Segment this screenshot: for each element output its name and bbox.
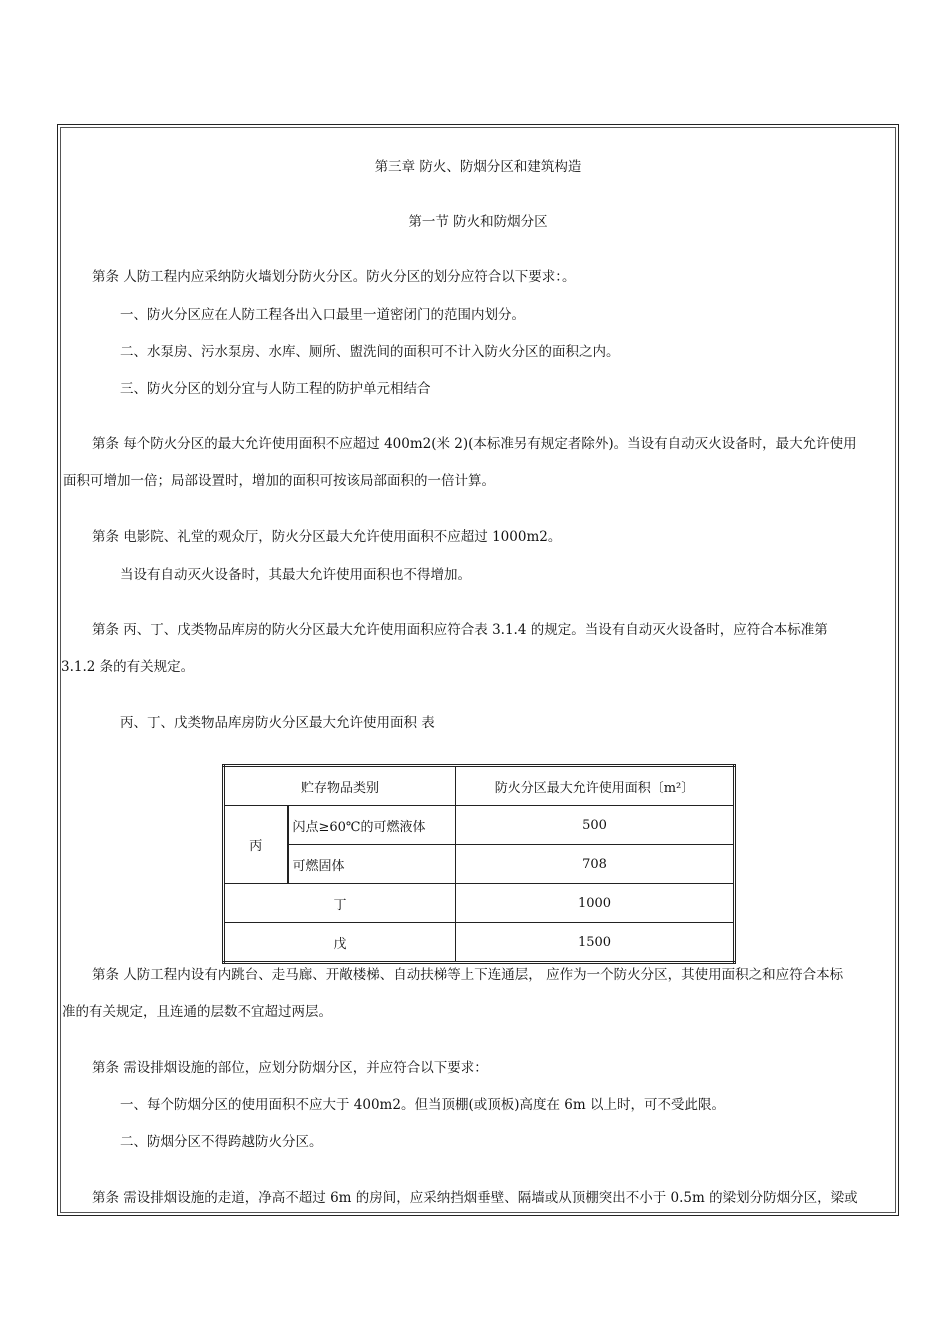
area-limit-table <box>222 764 736 964</box>
article-paragraph: 第条 人防工程内应采纳防火墙划分防火分区。防火分区的划分应符合以下要求：。 <box>92 269 576 285</box>
table-row <box>224 923 735 963</box>
list-item: 一、每个防烟分区的使用面积不应大于 400m2。但当顶棚(或顶板)高度在 6m 以上时，可不受此限。 <box>120 1097 725 1113</box>
article-paragraph: 第条 需设排烟设施的部位，应划分防烟分区，并应符合以下要求： <box>92 1060 488 1076</box>
list-item: 一、防火分区应在人防工程各出入口最里一道密闭门的范围内划分。 <box>120 307 525 323</box>
table-row <box>224 806 735 845</box>
article-paragraph-cont: 3.1.2 条的有关规定。 <box>61 659 195 675</box>
article-paragraph: 第条 丙、丁、戊类物品库房的防火分区最大允许使用面积应符合表 3.1.4 的规定。当设有自动灭火设备时，应符合本标准第 <box>92 622 828 638</box>
table-cell-value: 708 <box>456 845 735 884</box>
list-item: 二、防烟分区不得跨越防火分区。 <box>120 1134 323 1150</box>
table-cell-label: 闪点≥60℃的可燃液体 <box>288 806 456 845</box>
list-item: 三、防火分区的划分宜与人防工程的防护单元相结合 <box>120 381 431 397</box>
table-cell-value: 1000 <box>456 884 735 923</box>
article-paragraph: 第条 需设排烟设施的走道，净高不超过 6m 的房间，应采纳挡烟垂壁、隔墙或从顶棚突出不小于 0.5m 的梁划分防烟分区，梁或 <box>92 1190 858 1206</box>
table-row <box>224 845 735 884</box>
list-item: 当设有自动灭火设备时，其最大允许使用面积也不得增加。 <box>120 567 471 583</box>
table-cell-label: 丁 <box>224 884 456 923</box>
section-title: 第一节 防火和防烟分区 <box>408 214 548 230</box>
table-cell-value: 500 <box>456 806 735 845</box>
article-paragraph: 第条 每个防火分区的最大允许使用面积不应超过 400m2(米 2)(本标准另有规定者除外)。当设有自动灭火设备时，最大允许使用 <box>92 436 857 452</box>
table-cell-value: 1500 <box>456 923 735 963</box>
chapter-title: 第三章 防火、防烟分区和建筑构造 <box>374 159 582 175</box>
table-cell-label: 可燃固体 <box>288 845 456 884</box>
table-header-area: 防火分区最大允许使用面积〔m²〕 <box>456 766 735 806</box>
article-paragraph: 第条 电影院、礼堂的观众厅，防火分区最大允许使用面积不应超过 1000m2。 <box>92 529 562 545</box>
table-cell-label: 戊 <box>224 923 456 963</box>
table-header-category: 贮存物品类别 <box>224 766 456 806</box>
table-header-row <box>224 766 735 806</box>
list-item: 二、水泵房、污水泵房、水库、厕所、盥洗间的面积可不计入防火分区的面积之内。 <box>120 344 620 360</box>
article-paragraph: 第条 人防工程内设有内跳台、走马廊、开敞楼梯、自动扶梯等上下连通层， 应作为一个防火分区，其使用面积之和应符合本标 <box>92 967 844 983</box>
article-paragraph-cont: 准的有关规定，且连通的层数不宜超过两层。 <box>62 1004 332 1020</box>
article-paragraph-cont: 面积可增加一倍；局部设置时，增加的面积可按该局部面积的一倍计算。 <box>63 473 495 489</box>
table-row <box>224 884 735 923</box>
table-cell-group: 丙 <box>224 806 288 884</box>
table-caption: 丙、丁、戊类物品库房防火分区最大允许使用面积 表 <box>120 715 435 731</box>
